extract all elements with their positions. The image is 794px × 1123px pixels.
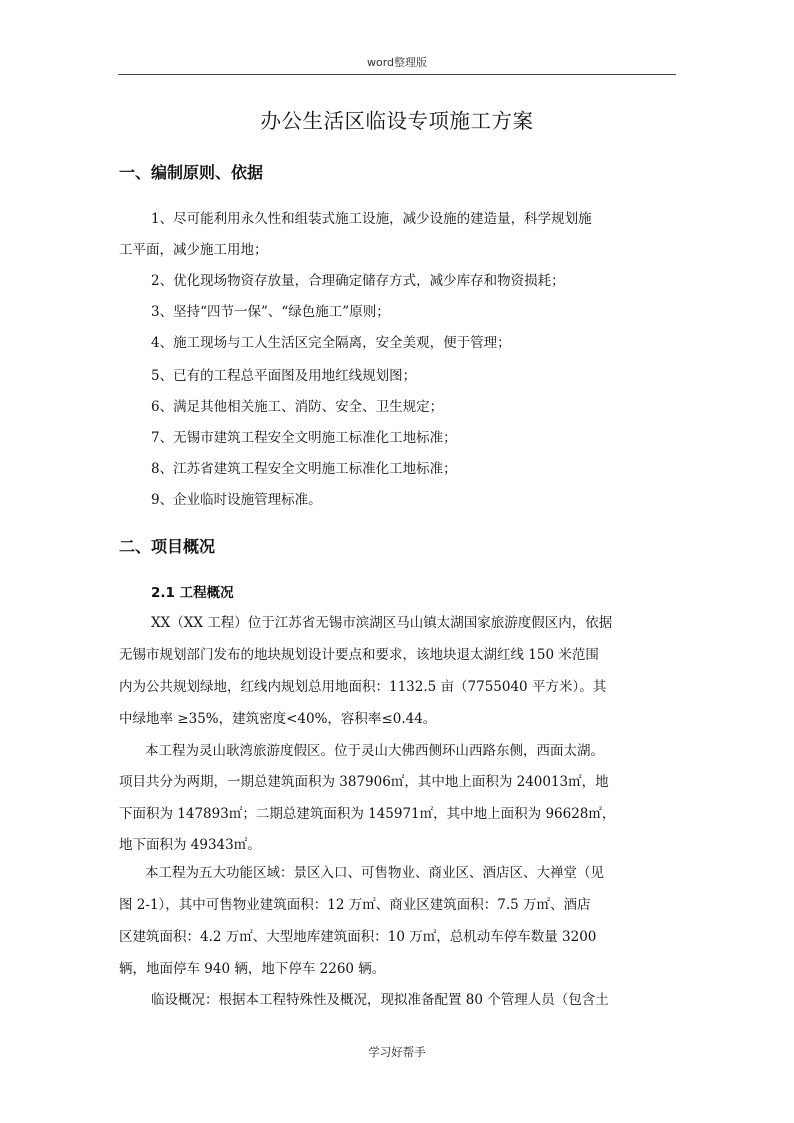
- page-footer: 学习好帮手: [368, 1045, 426, 1059]
- page-header: word整理版: [118, 54, 676, 75]
- body-line: 本工程为灵山耿湾旅游度假区。位于灵山大佛西侧环山西路东侧，西面太湖。: [145, 743, 604, 759]
- body-line: 临设概况：根据本工程特殊性及概况，现拟准备配置 80 个管理人员（包含土: [151, 992, 609, 1008]
- body-line: 下面积为 147893㎡；二期总建筑面积为 145971㎡，其中地上面积为 96628㎡，: [119, 806, 616, 822]
- principle-item: 6、满足其他相关施工、消防、安全、卫生规定；: [151, 399, 444, 415]
- principle-item: 7、无锡市建筑工程安全文明施工标准化工地标准；: [151, 430, 457, 446]
- principle-item: 5、已有的工程总平面图及用地红线规划图；: [151, 368, 417, 384]
- body-line: 区建筑面积：4.2 万㎡、大型地库建筑面积：10 万㎡，总机动车停车数量 3200: [119, 929, 597, 945]
- principle-item: 9、企业临时设施管理标准。: [151, 492, 322, 508]
- principle-item: 1、尽可能利用永久性和组装式施工设施，减少设施的建造量，科学规划施: [151, 211, 592, 227]
- body-line: 无锡市规划部门发布的地块规划设计要点和要求，该地块退太湖红线 150 米范围: [119, 647, 599, 663]
- body-line: 图 2-1），其中可售物业建筑面积：12 万㎡、商业区建筑面积：7.5 万㎡、酒店: [119, 897, 591, 913]
- body-line: 项目共分为两期，一期总建筑面积为 387906㎡，其中地上面积为 240013㎡，地: [119, 774, 609, 790]
- body-line: 内为公共规划绿地，红线内规划总用地面积：1132.5 亩（7755040 平方米）。其: [119, 679, 607, 695]
- document-title: 办公生活区临设专项施工方案: [260, 109, 534, 133]
- body-line: 辆，地面停车 940 辆，地下停车 2260 辆。: [119, 961, 386, 977]
- principle-item: 3、坚持“四节一保”、“绿色施工”原则；: [151, 304, 390, 320]
- section-heading-1: 一、编制原则、依据: [119, 163, 264, 182]
- body-line: 中绿地率 ≥35%，建筑密度<40%，容积率≤0.44。: [119, 711, 437, 727]
- principle-item: 8、江苏省建筑工程安全文明施工标准化工地标准；: [151, 461, 457, 477]
- body-line: XX（XX 工程）位于江苏省无锡市滨湖区马山镇太湖国家旅游度假区内，依据: [151, 615, 613, 631]
- principle-item: 4、施工现场与工人生活区完全隔离，安全美观，便于管理；: [151, 335, 511, 351]
- principle-item-continuation: 工平面，减少施工用地；: [119, 242, 268, 258]
- section-heading-2: 二、项目概况: [119, 537, 216, 556]
- body-line: 本工程为五大功能区域：景区入口、可售物业、商业区、酒店区、大禅堂（见: [145, 865, 604, 881]
- subsection-heading: 2.1 工程概况: [151, 585, 234, 601]
- body-line: 地下面积为 49343㎡。: [119, 837, 261, 853]
- principle-item: 2、优化现场物资存放量，合理确定储存方式，减少库存和物资损耗；: [151, 273, 565, 289]
